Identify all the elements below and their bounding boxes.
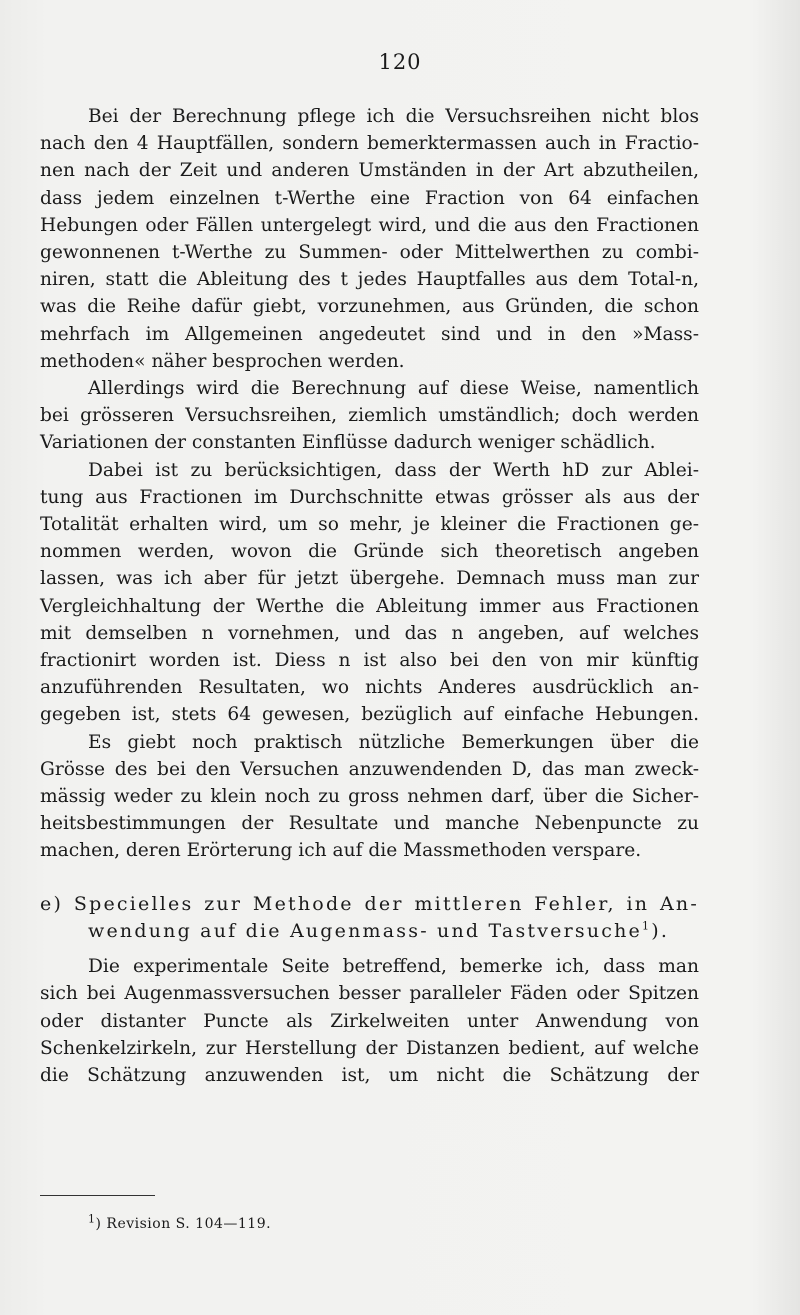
text-line: Allerdings wird die Berechnung auf diese Weise, namentlich [88, 378, 699, 400]
heading-line: e) Specielles zur Methode der mittleren Fehler, in An- [40, 892, 699, 915]
text-line: niren, statt die Ableitung des t jedes Hauptfalles aus dem Total-n, [40, 269, 699, 291]
text-line: gegeben ist, stets 64 gewesen, bezüglich auf einfache Hebungen. [40, 704, 699, 726]
text-line: was die Reihe dafür giebt, vorzunehmen, aus Gründen, die schon [40, 296, 699, 318]
body-text [40, 103, 699, 1089]
text-line: Es giebt noch praktisch nützliche Bemerkungen über die [88, 731, 699, 753]
text-line: Die experimentale Seite betreffend, bemerke ich, dass man [88, 956, 699, 978]
text-line: bei grösseren Versuchsreihen, ziemlich umständlich; doch werden [40, 405, 699, 427]
text-line: machen, deren Erörterung ich auf die Massmethoden verspare. [40, 840, 642, 862]
text-line: Totalität erhalten wird, um so mehr, je kleiner die Fractionen ge- [40, 514, 699, 536]
text-line: tung aus Fractionen im Durchschnitte etwas grösser als aus der [40, 486, 699, 508]
text-line: Schenkelzirkeln, zur Herstellung der Distanzen bedient, auf welche [40, 1037, 699, 1059]
text-line: fractionirt worden ist. Diess n ist also bei den von mir künftig [40, 650, 699, 672]
footnote-reference: 1 [642, 919, 652, 933]
text-line: mehrfach im Allgemeinen angedeutet sind und in den »Mass- [40, 323, 699, 345]
footnote [88, 1212, 272, 1232]
text-line: nommen werden, wovon die Gründe sich theoretisch angeben [40, 541, 699, 563]
section-heading [40, 891, 699, 945]
text-line: nen nach der Zeit und anderen Umständen in der Art abzutheilen, [40, 160, 699, 182]
paragraph-1 [40, 103, 699, 375]
paragraph-5 [40, 953, 699, 1089]
text-line: sich bei Augenmassversuchen besser paralleler Fäden oder Spitzen [40, 983, 699, 1005]
text-line: Dabei ist zu berücksichtigen, dass der Werth hD zur Ablei- [88, 459, 699, 481]
paragraph-2 [40, 375, 699, 457]
text-line: die Schätzung anzuwenden ist, um nicht die Schätzung der [40, 1064, 699, 1086]
paragraph-3 [40, 457, 699, 729]
text-line: gewonnenen t-Werthe zu Summen- oder Mittelwerthen zu combi- [40, 242, 699, 264]
footnote-divider [40, 1195, 155, 1196]
text-line: mit demselben n vornehmen, und das n angeben, auf welches [40, 622, 699, 644]
heading-text: wendung auf die Augenmass- und Tastversuche [88, 919, 643, 942]
text-line: Hebungen oder Fällen untergelegt wird, und die aus den Fractionen [40, 214, 699, 236]
text-line: Bei der Berechnung pflege ich die Versuchsreihen nicht blos [88, 106, 699, 127]
text-line: oder distanter Puncte als Zirkelweiten unter Anwendung von [40, 1010, 699, 1032]
text-line: nach den 4 Hauptfällen, sondern bemerktermassen auch in Fractio- [40, 133, 699, 155]
paragraph-4 [40, 729, 699, 865]
text-line: heitsbestimmungen der Resultate und manche Nebenpuncte zu [40, 813, 699, 835]
footnote-text: ) Revision S. 104—119. [95, 1216, 272, 1232]
page-number: 120 [378, 50, 422, 74]
text-line: Grösse des bei den Versuchen anzuwendenden D, das man zweck- [40, 758, 699, 780]
text-line: methoden« näher besprochen werden. [40, 350, 405, 372]
heading-line [40, 918, 699, 945]
text-line: mässig weder zu klein noch zu gross nehmen darf, über die Sicher- [40, 786, 699, 808]
footnote-marker: 1 [88, 1212, 96, 1226]
text-line: lassen, was ich aber für jetzt übergehe. Demnach muss man zur [40, 568, 699, 590]
text-line: anzuführenden Resultaten, wo nichts Anderes ausdrücklich an- [40, 677, 699, 699]
text-line: dass jedem einzelnen t-Werthe eine Fraction von 64 einfachen [40, 187, 699, 209]
text-line: Variationen der constanten Einflüsse dadurch weniger schädlich. [40, 432, 656, 454]
heading-end: ). [651, 919, 670, 942]
text-line: Vergleichhaltung der Werthe die Ableitung immer aus Fractionen [40, 595, 699, 617]
